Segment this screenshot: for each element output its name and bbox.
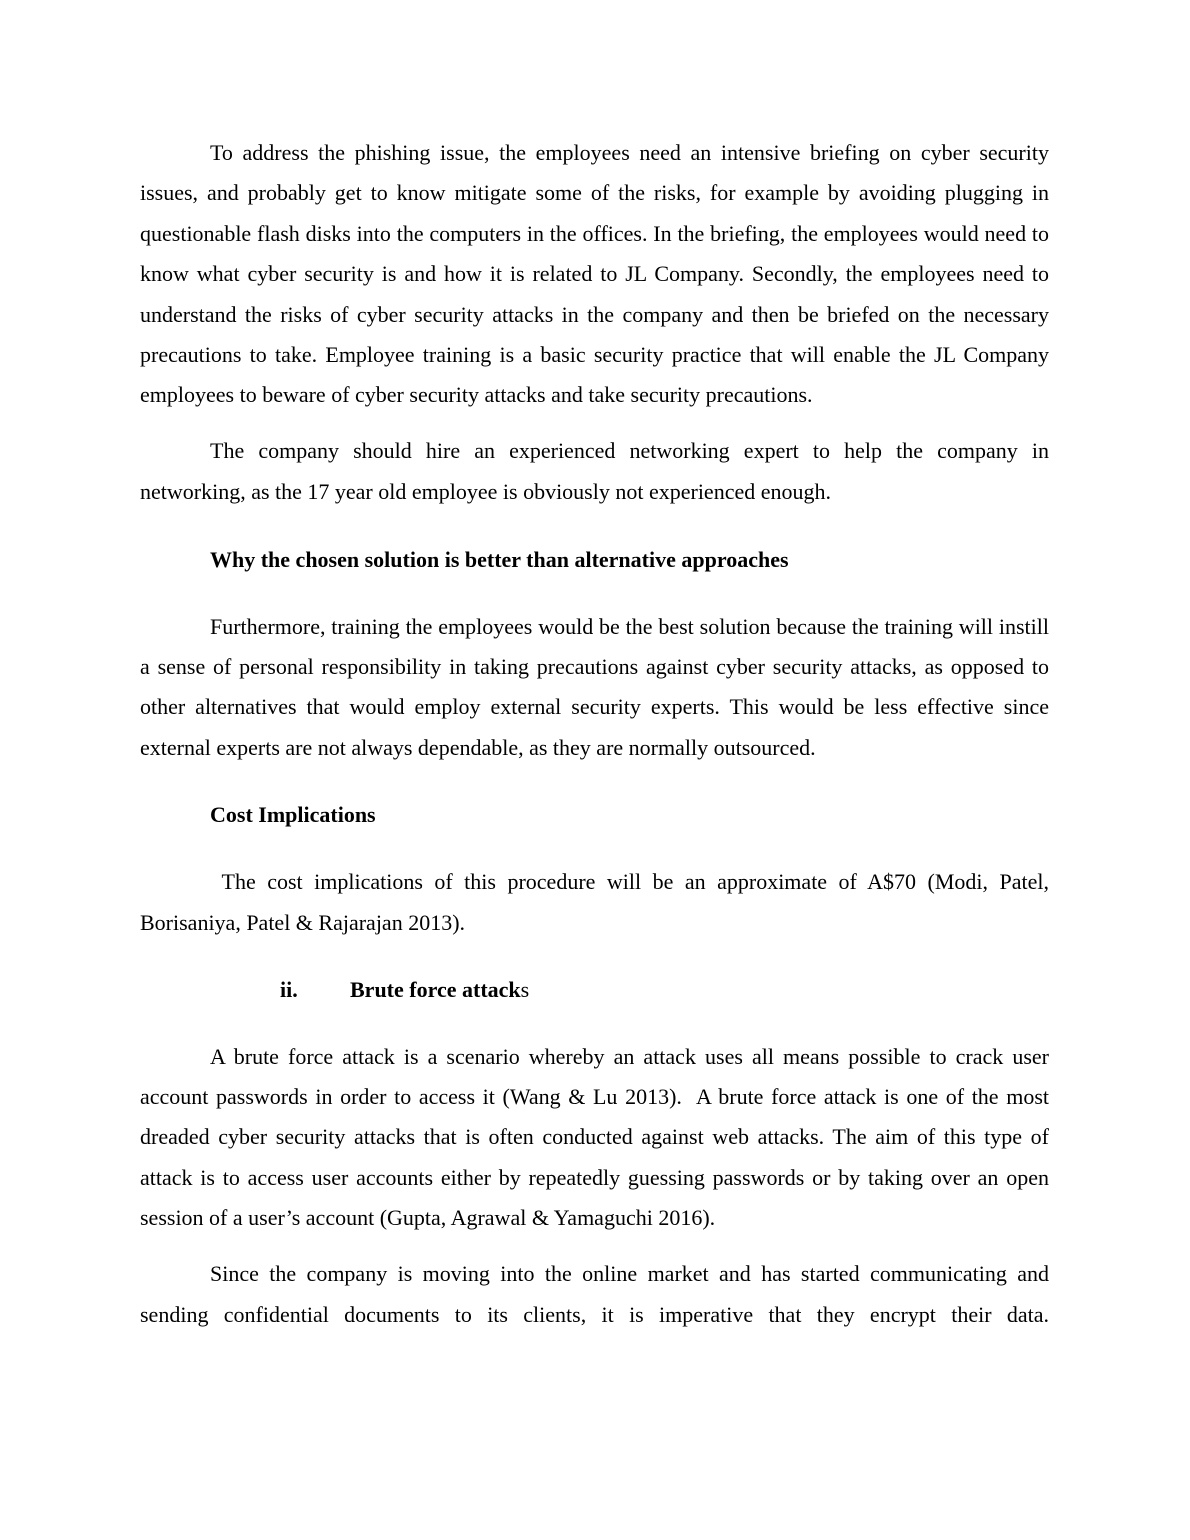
heading-cost-implications: Cost Implications xyxy=(210,801,376,827)
subheading-title-bold: Brute force attack xyxy=(350,976,521,1002)
subheading-title-suffix: s xyxy=(520,976,530,1002)
paragraph-training-solution: Furthermore, training the employees would be the best solution because the training will instill a sense of personal responsibility in taking precautions against cyber security attacks, as opposed to other alternatives that would employ external security experts. This would be less effective since external experts are not always dependable, as they are normally outsourced. xyxy=(140,613,1049,760)
paragraph-cost-estimate: The cost implications of this procedure will be an approximate of A$70 (Modi, Patel, Borisaniya, Patel & Rajarajan 2013). xyxy=(140,869,1055,935)
paragraph-brute-force-definition: A brute force attack is a scenario whereby an attack uses all means possible to crack user account passwords in order to access it (Wang & Lu 2013). A brute force attack is one of the most dreaded cyber security attacks that is often conducted against web attacks. The aim of this type of attack is to access user accounts either by repeatedly guessing passwords or by taking over an open session of a user’s account (Gupta, Agrawal & Yamaguchi 2016). xyxy=(140,1043,1055,1231)
paragraph-hire-expert: The company should hire an experienced networking expert to help the company in networking, as the 17 year old employee is obviously not experienced enough. xyxy=(140,438,1049,504)
paragraph-phishing-briefing: To address the phishing issue, the employees need an intensive briefing on cyber security issues, and probably get to know mitigate some of the risks, for example by avoiding plugging in questionable flash disks into the computers in the offices. In the briefing, the employees would need to know what cyber security is and how it is related to JL Company. Secondly, the employees need to understand the risks of cyber security attacks in the company and then be briefed on the necessary precautions to take. Employee training is a basic security practice that will enable the JL Company employees to beware of cyber security attacks and take security precautions. xyxy=(140,140,1049,408)
heading-chosen-solution: Why the chosen solution is better than alternative approaches xyxy=(210,546,789,572)
document-page xyxy=(140,133,1055,1335)
subheading-brute-force xyxy=(140,970,1049,1010)
subheading-numeral: ii. xyxy=(280,976,298,1002)
paragraph-encryption: Since the company is moving into the online market and has started communicating and sending confidential documents to its clients, it is imperative that they encrypt their data. xyxy=(140,1261,1049,1327)
